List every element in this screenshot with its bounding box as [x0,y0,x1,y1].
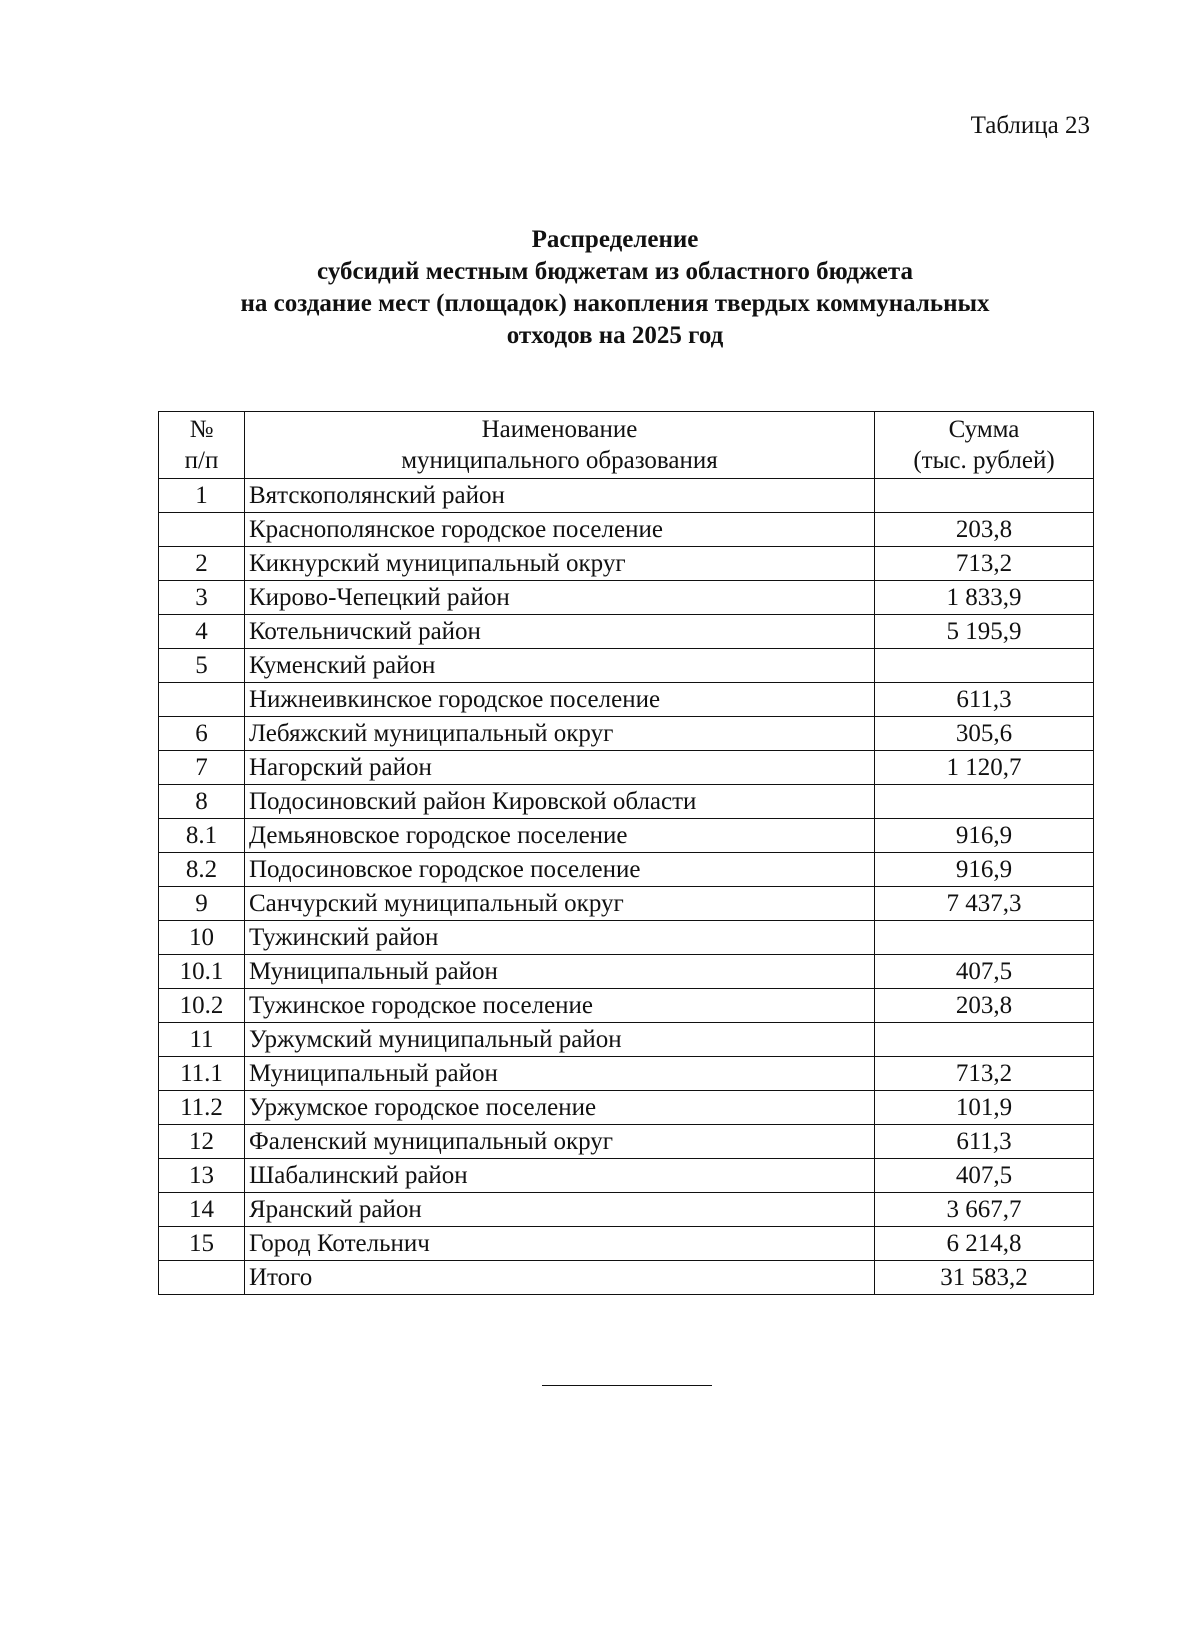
row-sum: 1 833,9 [875,581,1094,615]
table-row [159,955,1094,989]
row-number: 2 [159,547,245,581]
row-sum: 7 437,3 [875,887,1094,921]
title-line-2: субсидий местным бюджетам из областного бюджета [317,258,913,285]
row-sum: 713,2 [875,1057,1094,1091]
table-header-row [159,412,1094,479]
row-name: Куменский район [245,649,875,683]
row-number: 14 [159,1193,245,1227]
row-number: 15 [159,1227,245,1261]
header-name-line2: муниципального образования [401,447,718,474]
row-number: 11 [159,1023,245,1057]
row-number [159,1261,245,1295]
table-row [159,1227,1094,1261]
table-row [159,683,1094,717]
row-name: Нагорский район [245,751,875,785]
row-sum: 31 583,2 [875,1261,1094,1295]
table-number-label: Таблица 23 [970,112,1090,139]
row-sum: 6 214,8 [875,1227,1094,1261]
table-row [159,615,1094,649]
table-row [159,717,1094,751]
row-name: Город Котельнич [245,1227,875,1261]
table-row [159,989,1094,1023]
row-number: 12 [159,1125,245,1159]
row-number: 9 [159,887,245,921]
row-sum: 407,5 [875,1159,1094,1193]
row-sum: 1 120,7 [875,751,1094,785]
header-sum-line1: Сумма [948,416,1020,443]
row-name: Котельничский район [245,615,875,649]
table-row [159,1193,1094,1227]
row-number: 8.2 [159,853,245,887]
header-name [245,412,875,479]
table-row [159,853,1094,887]
row-sum: 203,8 [875,513,1094,547]
row-number: 13 [159,1159,245,1193]
row-name: Подосиновский район Кировской области [245,785,875,819]
row-name: Нижнеивкинское городское поселение [245,683,875,717]
row-sum: 916,9 [875,853,1094,887]
row-sum [875,649,1094,683]
header-number-line2: п/п [184,447,219,474]
row-name: Муниципальный район [245,955,875,989]
row-number: 4 [159,615,245,649]
table-row [159,921,1094,955]
row-sum [875,785,1094,819]
row-name: Муниципальный район [245,1057,875,1091]
row-number: 5 [159,649,245,683]
row-number: 11.2 [159,1091,245,1125]
row-sum: 203,8 [875,989,1094,1023]
title-line-3: на создание мест (площадок) накопления твердых коммунальных [240,290,990,317]
row-name: Подосиновское городское поселение [245,853,875,887]
table-row [159,1125,1094,1159]
row-sum: 407,5 [875,955,1094,989]
row-sum: 305,6 [875,717,1094,751]
subsidy-table [158,411,1094,1295]
row-number: 3 [159,581,245,615]
header-sum-line2: (тыс. рублей) [913,447,1055,474]
row-number: 1 [159,479,245,513]
row-sum: 611,3 [875,1125,1094,1159]
table-row [159,1159,1094,1193]
row-name: Яранский район [245,1193,875,1227]
row-name: Итого [245,1261,875,1295]
row-name: Шабалинский район [245,1159,875,1193]
table-row [159,547,1094,581]
table-row [159,649,1094,683]
table-row [159,1091,1094,1125]
header-name-line1: Наименование [481,416,638,443]
title-line-4: отходов на 2025 год [506,322,724,349]
table-row [159,887,1094,921]
row-number: 10 [159,921,245,955]
row-name: Уржумский муниципальный район [245,1023,875,1057]
table-row [159,1057,1094,1091]
table-row [159,1023,1094,1057]
row-name: Кикнурский муниципальный округ [245,547,875,581]
header-number-line1: № [189,416,214,443]
row-name: Санчурский муниципальный округ [245,887,875,921]
header-sum [875,412,1094,479]
row-sum: 5 195,9 [875,615,1094,649]
table-row [159,513,1094,547]
end-divider-line [542,1385,712,1386]
row-name: Краснополянское городское поселение [245,513,875,547]
header-number [159,412,245,479]
row-name: Демьяновское городское поселение [245,819,875,853]
row-number: 6 [159,717,245,751]
row-sum: 713,2 [875,547,1094,581]
row-name: Тужинский район [245,921,875,955]
row-sum: 101,9 [875,1091,1094,1125]
table-row [159,751,1094,785]
row-number: 8.1 [159,819,245,853]
row-number: 10.2 [159,989,245,1023]
row-number: 10.1 [159,955,245,989]
row-sum [875,921,1094,955]
row-sum [875,479,1094,513]
row-number [159,513,245,547]
row-name: Уржумское городское поселение [245,1091,875,1125]
row-sum: 611,3 [875,683,1094,717]
table-row [159,581,1094,615]
row-number: 7 [159,751,245,785]
row-number [159,683,245,717]
table-row [159,1261,1094,1295]
row-name: Лебяжский муниципальный округ [245,717,875,751]
row-name: Фаленский муниципальный округ [245,1125,875,1159]
row-number: 8 [159,785,245,819]
row-name: Тужинское городское поселение [245,989,875,1023]
row-name: Кирово-Чепецкий район [245,581,875,615]
row-sum [875,1023,1094,1057]
row-sum: 3 667,7 [875,1193,1094,1227]
row-name: Вятскополянский район [245,479,875,513]
document-title [150,224,1080,352]
title-line-1: Распределение [531,226,699,253]
table-row [159,785,1094,819]
row-number: 11.1 [159,1057,245,1091]
row-sum: 916,9 [875,819,1094,853]
table-row [159,479,1094,513]
table-row [159,819,1094,853]
